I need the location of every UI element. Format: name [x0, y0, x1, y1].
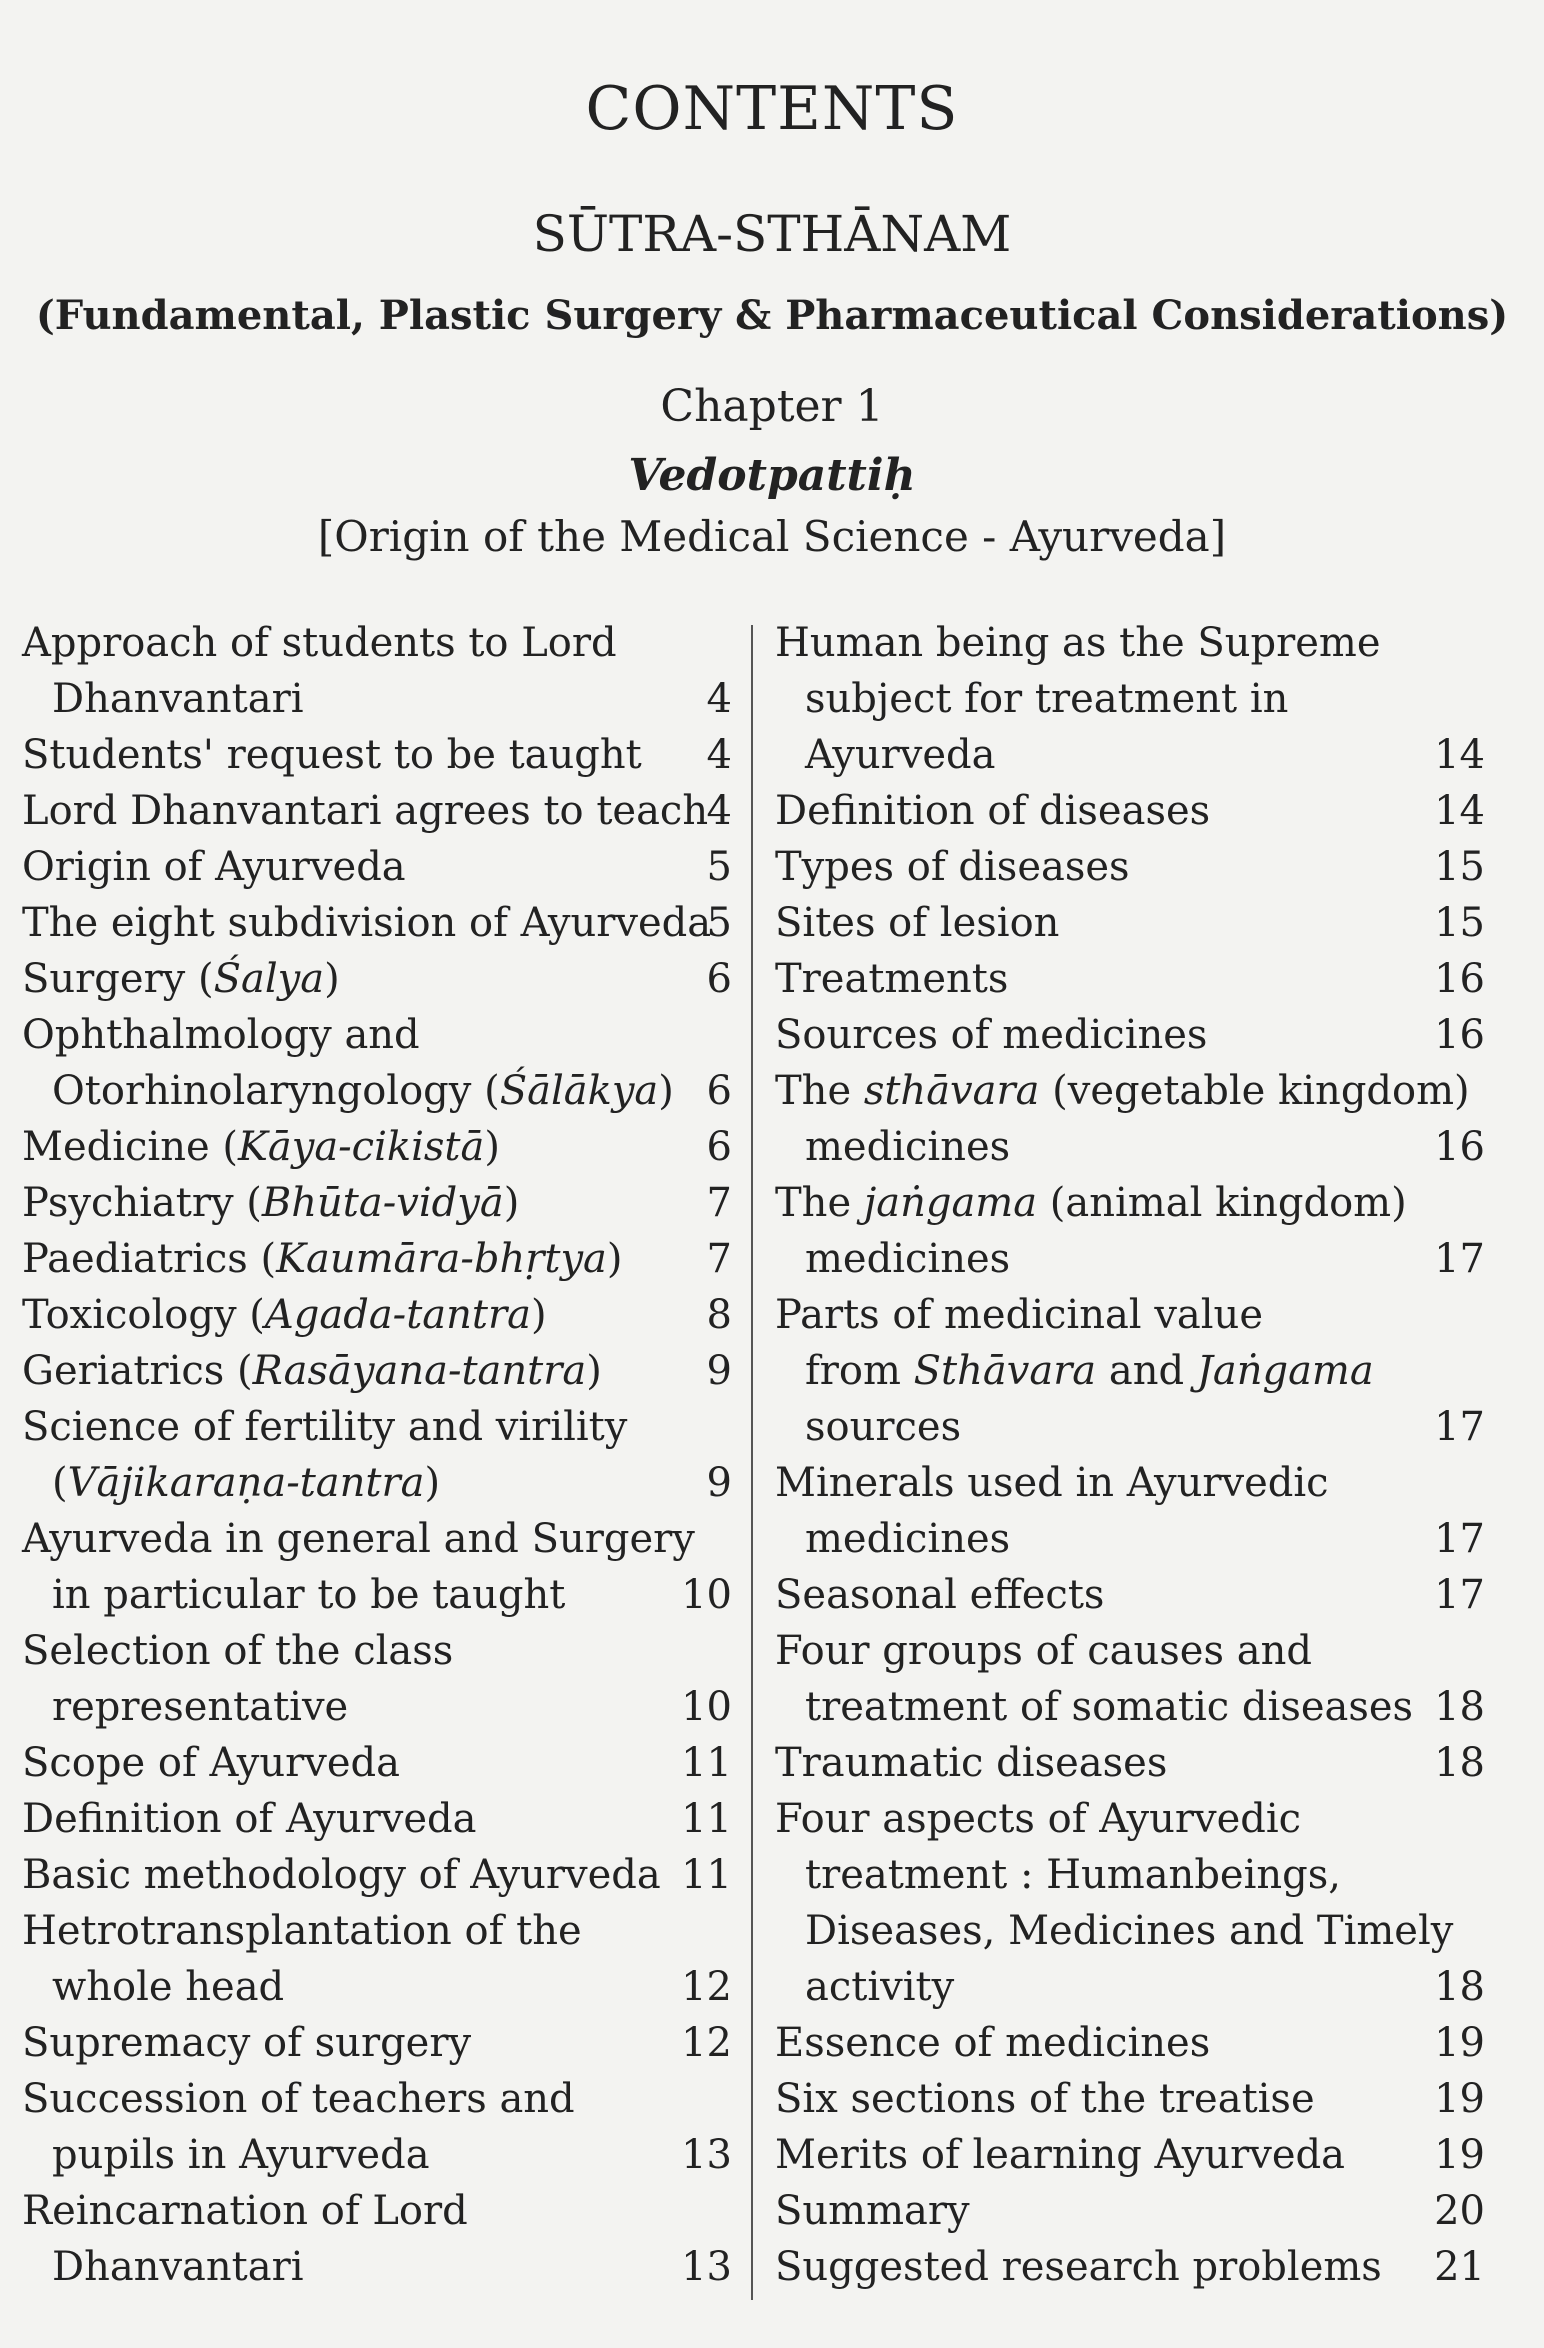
toc-page-number: 16 — [1434, 1124, 1485, 1170]
toc-entry-line: Approach of students to Lord — [22, 620, 617, 666]
toc-entry — [22, 783, 732, 839]
toc-entry-line: Dhanvantari — [52, 676, 304, 722]
toc-entry-line: Dhanvantari — [52, 2244, 304, 2290]
toc-entry-line: The jaṅgama (animal kingdom) — [775, 1180, 1407, 1226]
toc-right-column — [775, 615, 1485, 2295]
toc-page-number: 14 — [1434, 732, 1485, 778]
toc-entry-line: subject for treatment in — [805, 676, 1289, 722]
toc-entry — [775, 1735, 1485, 1791]
toc-page-number: 18 — [1434, 1740, 1485, 1786]
toc-entry — [775, 615, 1485, 783]
toc-entry — [22, 2015, 732, 2071]
toc-entry-line: Minerals used in Ayurvedic — [775, 1460, 1329, 1506]
toc-entry-line: Psychiatry (Bhūta-vidyā) — [22, 1180, 520, 1226]
toc-entry — [775, 1287, 1485, 1455]
toc-entry-line: Definition of diseases — [775, 788, 1211, 834]
toc-entry — [22, 951, 732, 1007]
toc-page-number: 7 — [706, 1180, 732, 1226]
toc-entry-line: Seasonal effects — [775, 1572, 1105, 1618]
toc-entry — [775, 2183, 1485, 2239]
section-subtitle: (Fundamental, Plastic Surgery & Pharmaceutical Considerations) — [35, 292, 1509, 339]
toc-entry-line: treatment of somatic diseases — [805, 1684, 1414, 1730]
chapter-name: Vedotpattiḥ — [628, 450, 916, 501]
toc-page-number: 15 — [1434, 844, 1485, 890]
toc-page-number: 6 — [706, 1124, 732, 1170]
toc-page-number: 17 — [1434, 1516, 1485, 1562]
toc-page-number: 16 — [1434, 1012, 1485, 1058]
toc-entry — [775, 1791, 1485, 2015]
toc-entry-line: from Sthāvara and Jaṅgama — [805, 1348, 1374, 1394]
toc-entry — [22, 1343, 732, 1399]
toc-entry-line: Geriatrics (Rasāyana-tantra) — [22, 1348, 602, 1394]
toc-entry-line: Succession of teachers and — [22, 2076, 575, 2122]
toc-entry — [22, 1623, 732, 1735]
toc-entry-line: in particular to be taught — [52, 1572, 566, 1618]
toc-entry-line: Selection of the class — [22, 1628, 454, 1674]
toc-entry-line: Parts of medicinal value — [775, 1292, 1263, 1338]
toc-page-number: 17 — [1434, 1404, 1485, 1450]
toc-entry — [22, 1119, 732, 1175]
toc-entry — [22, 1399, 732, 1511]
toc-entry — [22, 1231, 732, 1287]
toc-left-column — [22, 615, 732, 2295]
toc-entry — [775, 895, 1485, 951]
toc-page-number: 4 — [706, 732, 732, 778]
toc-entry — [22, 1007, 732, 1119]
toc-entry — [775, 2239, 1485, 2295]
toc-entry — [775, 2127, 1485, 2183]
toc-entry-line: Ayurveda — [805, 732, 996, 778]
toc-entry-line: Origin of Ayurveda — [22, 844, 406, 890]
toc-entry — [775, 1623, 1485, 1735]
toc-entry-line: Suggested research problems — [775, 2244, 1382, 2290]
toc-entry-line: Lord Dhanvantari agrees to teach — [22, 788, 709, 834]
toc-entry-line: Traumatic diseases — [775, 1740, 1168, 1786]
toc-entry — [22, 895, 732, 951]
toc-entry — [22, 1735, 732, 1791]
toc-page-number: 18 — [1434, 1964, 1485, 2010]
toc-entry — [775, 783, 1485, 839]
toc-entry — [775, 1007, 1485, 1063]
toc-entry-line: Sites of lesion — [775, 900, 1060, 946]
toc-page-number: 19 — [1434, 2020, 1485, 2066]
toc-entry-line: Essence of medicines — [775, 2020, 1211, 2066]
section-title: SŪTRA-STHĀNAM — [532, 205, 1012, 263]
toc-entry — [22, 1903, 732, 2015]
toc-entry — [22, 839, 732, 895]
toc-entry — [22, 615, 732, 727]
toc-entry-line: Six sections of the treatise — [775, 2076, 1315, 2122]
toc-entry-line: Reincarnation of Lord — [22, 2188, 468, 2234]
toc-entry-line: Otorhinolaryngology (Śālākya) — [52, 1068, 674, 1114]
toc-entry — [22, 1791, 732, 1847]
page-title: CONTENTS — [585, 74, 959, 144]
toc-page-number: 10 — [681, 1572, 732, 1618]
toc-entry-line: The sthāvara (vegetable kingdom) — [775, 1068, 1470, 1114]
toc-entry-line: Human being as the Supreme — [775, 620, 1381, 666]
toc-page-number: 8 — [706, 1292, 732, 1338]
toc-entry-line: pupils in Ayurveda — [52, 2132, 430, 2178]
toc-entry — [22, 1287, 732, 1343]
toc-entry — [775, 1567, 1485, 1623]
toc-entry — [22, 1511, 732, 1623]
toc-entry-line: sources — [805, 1404, 962, 1450]
toc-entry-line: Hetrotransplantation of the — [22, 1908, 582, 1954]
toc-entry-line: Paediatrics (Kaumāra-bhṛtya) — [22, 1236, 623, 1282]
toc-page-number: 17 — [1434, 1572, 1485, 1618]
toc-page-number: 11 — [681, 1796, 732, 1842]
toc-page-number: 19 — [1434, 2132, 1485, 2178]
toc-entry-line: Merits of learning Ayurveda — [775, 2132, 1345, 2178]
toc-page-number: 12 — [681, 2020, 732, 2066]
toc-entry-line: Basic methodology of Ayurveda — [22, 1852, 661, 1898]
toc-entry-line: representative — [52, 1684, 349, 1730]
toc-page-number: 6 — [706, 1068, 732, 1114]
toc-entry-line: Scope of Ayurveda — [22, 1740, 400, 1786]
toc-entry-line: treatment : Humanbeings, — [805, 1852, 1341, 1898]
toc-page-number: 4 — [706, 788, 732, 834]
toc-entry-line: Definition of Ayurveda — [22, 1796, 477, 1842]
toc-page-number: 7 — [706, 1236, 732, 1282]
toc-page-number: 19 — [1434, 2076, 1485, 2122]
toc-entry — [775, 1175, 1485, 1287]
toc-entry-line: Toxicology (Agada-tantra) — [22, 1292, 547, 1338]
toc-entry — [22, 2183, 732, 2295]
toc-entry — [22, 727, 732, 783]
toc-page-number: 12 — [681, 1964, 732, 2010]
toc-entry-line: Types of diseases — [775, 844, 1130, 890]
toc-entry — [775, 951, 1485, 1007]
toc-entry — [22, 2071, 732, 2183]
toc-entry — [775, 839, 1485, 895]
toc-entry-line: Diseases, Medicines and Timely — [805, 1908, 1454, 1954]
toc-page-number: 5 — [706, 844, 732, 890]
toc-entry-line: The eight subdivision of Ayurveda — [22, 900, 712, 946]
toc-entry — [775, 2071, 1485, 2127]
toc-entry-line: Medicine (Kāya-cikistā) — [22, 1124, 500, 1170]
toc-entry — [775, 2015, 1485, 2071]
toc-page-number: 10 — [681, 1684, 732, 1730]
toc-entry — [775, 1455, 1485, 1567]
toc-page-number: 16 — [1434, 956, 1485, 1002]
toc-entry-line: Students' request to be taught — [22, 732, 642, 778]
toc-page-number: 11 — [681, 1740, 732, 1786]
toc-page-number: 9 — [706, 1348, 732, 1394]
toc-page-number: 9 — [706, 1460, 732, 1506]
toc-entry-line: Ayurveda in general and Surgery — [22, 1516, 695, 1562]
toc-entry-line: Summary — [775, 2188, 970, 2234]
toc-page-number: 18 — [1434, 1684, 1485, 1730]
toc-entry-line: Science of fertility and virility — [22, 1404, 628, 1450]
toc-entry-line: medicines — [805, 1236, 1011, 1282]
toc-entry-line: (Vājikaraṇa-tantra) — [52, 1460, 441, 1506]
toc-entry — [22, 1175, 732, 1231]
toc-page-number: 17 — [1434, 1236, 1485, 1282]
toc-entry — [775, 1063, 1485, 1175]
toc-entry-line: Sources of medicines — [775, 1012, 1208, 1058]
chapter-number: Chapter 1 — [660, 381, 884, 432]
toc-entry-line: Treatments — [775, 956, 1009, 1002]
toc-page-number: 14 — [1434, 788, 1485, 834]
toc-entry-line: medicines — [805, 1516, 1011, 1562]
toc-page-number: 13 — [681, 2244, 732, 2290]
toc-page-number: 11 — [681, 1852, 732, 1898]
toc-entry-line: Four aspects of Ayurvedic — [775, 1796, 1302, 1842]
toc-page-number: 6 — [706, 956, 732, 1002]
toc-entry-line: Supremacy of surgery — [22, 2020, 472, 2066]
toc-page-number: 4 — [706, 676, 732, 722]
toc-page-number: 5 — [706, 900, 732, 946]
column-divider — [751, 625, 753, 2300]
toc-entry-line: Ophthalmology and — [22, 1012, 420, 1058]
chapter-description: [Origin of the Medical Science - Ayurveda] — [317, 512, 1227, 561]
toc-entry — [22, 1847, 732, 1903]
toc-entry-line: medicines — [805, 1124, 1011, 1170]
toc-entry-line: activity — [805, 1964, 955, 2010]
toc-entry-line: Surgery (Śalya) — [22, 956, 340, 1002]
toc-page-number: 21 — [1434, 2244, 1485, 2290]
toc-page-number: 15 — [1434, 900, 1485, 946]
toc-page-number: 13 — [681, 2132, 732, 2178]
toc-entry-line: whole head — [52, 1964, 285, 2010]
toc-entry-line: Four groups of causes and — [775, 1628, 1312, 1674]
toc-page-number: 20 — [1434, 2188, 1485, 2234]
